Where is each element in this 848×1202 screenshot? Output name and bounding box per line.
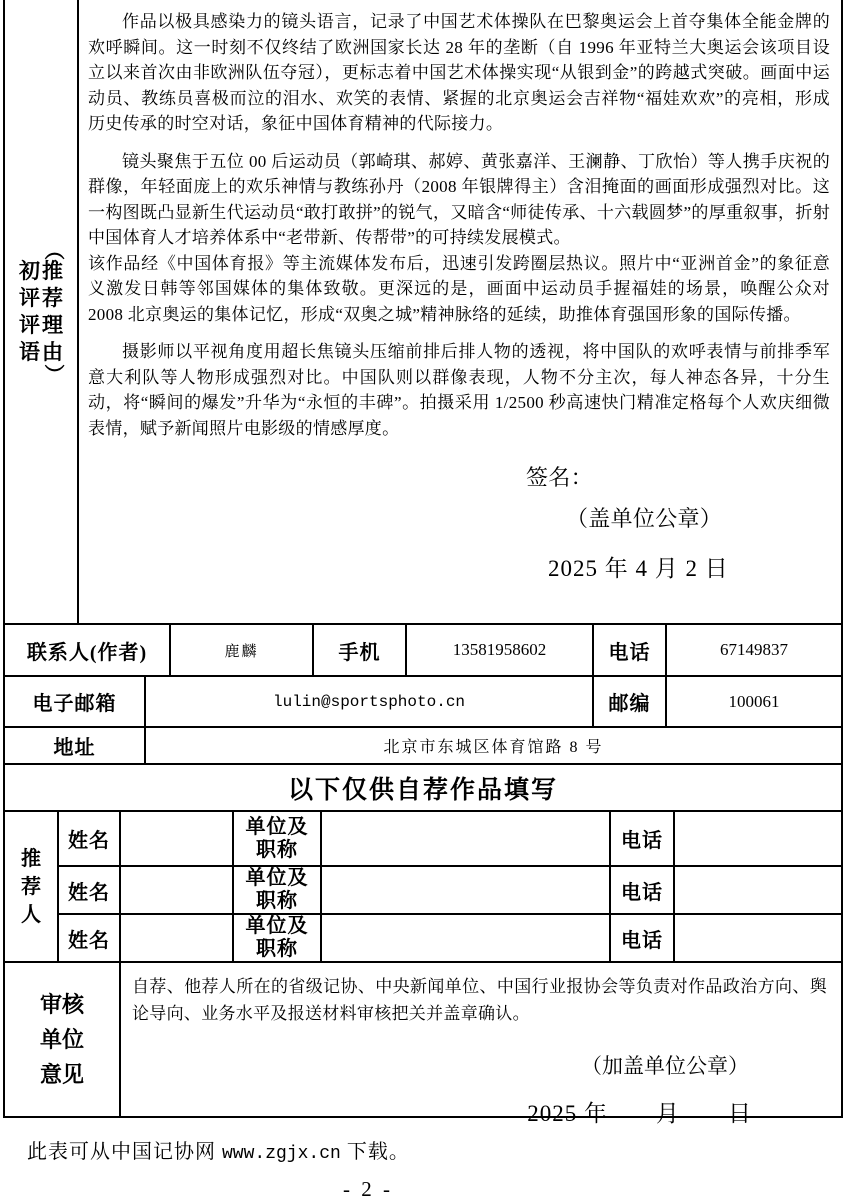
unit-title-value-blank <box>320 867 609 913</box>
referrer-phone-value-blank <box>673 915 841 961</box>
audit-date: 2025 年 月 日 <box>527 1101 752 1126</box>
zip-label: 邮编 <box>592 677 665 726</box>
signature-block <box>526 461 830 583</box>
self-recommend-header <box>5 763 841 810</box>
unit-title-label <box>232 867 320 913</box>
review-paragraph-4: 摄影师以平视角度用超长焦镜头压缩前排后排人物的透视，将中国队的欢呼表情与前排季军意大利队等人物形成强烈对比。中国队则以群像表现，人物不分主次，每人神态各异，十分生动，将“瞬间的爆发”升华为“永恒的丰碑”。拍摄采用 1/2500 秒高速快门精准定格每个人欢庆细微表情，赋予新闻照片电影级的情感厚度。 <box>88 342 830 438</box>
email-label: 电子邮箱 <box>32 693 117 715</box>
review-section-label <box>5 0 77 623</box>
audit-label <box>5 963 119 1116</box>
address-label: 地址 <box>53 737 96 759</box>
name-value-blank <box>119 915 232 961</box>
unit-title-value-blank <box>320 915 609 961</box>
review-label-line2-group <box>41 239 64 384</box>
referrer-rows <box>59 812 841 961</box>
page-number: - 2 - <box>343 1177 393 1201</box>
name-label: 姓名 <box>68 881 110 904</box>
unit-title-label-text: 单位及职称 <box>245 867 309 912</box>
referrer-phone-label: 电话 <box>609 915 673 961</box>
phone-label: 电话 <box>592 625 665 675</box>
address-value: 北京市东城区体育馆路 8 号 <box>144 728 841 763</box>
referrer-row-1 <box>59 812 841 865</box>
referrer-row-2 <box>59 865 841 913</box>
download-note-suffix: 下载。 <box>340 1141 410 1163</box>
name-value-blank <box>119 867 232 913</box>
email-value: lulin@sportsphoto.cn <box>144 677 592 726</box>
download-note-prefix: 此表可从中国记协网 <box>27 1141 222 1163</box>
mobile-value: 13581958602 <box>405 625 592 675</box>
review-label-line2: 推荐理由 <box>42 258 63 364</box>
recommendation-form <box>3 0 843 1126</box>
seal-note: （盖单位公章） <box>566 506 723 531</box>
referrer-phone-value-blank <box>673 867 841 913</box>
contact-row-email <box>5 675 841 726</box>
phone-value: 67149837 <box>665 625 841 675</box>
audit-label-text: 审核单位意见 <box>39 992 84 1087</box>
self-recommend-title: 以下仅供自荐作品填写 <box>287 776 558 804</box>
unit-title-label <box>232 812 320 865</box>
download-note <box>27 1135 848 1164</box>
referrer-phone-label: 电话 <box>609 867 673 913</box>
review-section <box>5 0 841 623</box>
author-name-value: 鹿麟 <box>169 625 312 675</box>
name-value-blank <box>119 812 232 865</box>
unit-title-label-text: 单位及职称 <box>245 915 309 960</box>
review-paragraph-2: 镜头聚焦于五位 00 后运动员（郭崎琪、郝婷、黄张嘉洋、王澜静、丁欣怡）等人携手庆祝的群像，年轻面庞上的欢乐神情与教练孙丹（2008 年银牌得主）含泪掩面的画面形成强烈对比。这一构图既凸显新生代运动员“敢打敢拼”的锐气，又暗含“师徒传承、十六载圆梦”的厚重叙事，折射中国体育人才培养体系中“老带新、传帮带”的可持续发展模式。 <box>88 151 830 247</box>
audit-text: 自荐、他荐人所在的省级记协、中央新闻单位、中国行业报协会等负责对作品政治方向、舆论导向、业务水平及报送材料审核把关并盖章确认。 <box>132 977 827 1023</box>
author-label: 联系人(作者) <box>26 641 148 664</box>
unit-title-label-text: 单位及职称 <box>245 815 309 861</box>
vertical-label <box>18 239 64 384</box>
audit-seal-note: （加盖单位公章） <box>581 1054 749 1078</box>
contact-row-address <box>5 726 841 763</box>
mobile-label: 手机 <box>312 625 405 675</box>
close-bracket: ） <box>41 363 64 384</box>
review-label-line1: 初评评语 <box>19 258 40 364</box>
review-paragraph-1: 作品以极具感染力的镜头语言，记录了中国艺术体操队在巴黎奥运会上首夺集体全能金牌的欢呼瞬间。这一时刻不仅终结了欧洲国家长达 28 年的垄断（自 1996 年亚特兰大奥运会该项目设立以来首次由非欧洲队伍夺冠），更标志着中国艺术体操实现“从银到金”的跨越式突破。画面中运动员、教练员喜极而泣的泪水、欢笑的表情、紧握的北京奥运会吉祥物“福娃欢欢”的亮相，形成历史传承的时空对话，象征中国体育精神的代际接力。 <box>88 12 830 133</box>
referrer-phone-value-blank <box>673 812 841 865</box>
referrer-phone-label: 电话 <box>609 812 673 865</box>
audit-content <box>119 963 841 1126</box>
unit-title-label <box>232 915 320 961</box>
referrer-label-text: 推荐人 <box>21 847 41 926</box>
review-paragraph-3: 该作品经《中国体育报》等主流媒体发布后，迅速引发跨圈层热议。照片中“亚洲首金”的象征意义激发日韩等邻国媒体的集体致敬。更深远的是，画面中运动员手握福娃的场景，唤醒公众对 2008 北京奥运的集体记忆，形成“双奥之城”精神脉络的延续，助推体育强国形象的国际传播。 <box>88 253 830 324</box>
name-label: 姓名 <box>68 830 110 852</box>
name-label: 姓名 <box>68 929 110 952</box>
referrer-row-3 <box>59 913 841 961</box>
download-url: www.zgjx.cn <box>222 1144 341 1164</box>
zip-value: 100061 <box>665 677 841 726</box>
review-text-area <box>77 0 841 623</box>
unit-title-value-blank <box>320 812 609 865</box>
open-bracket: （ <box>41 239 64 260</box>
referrer-label <box>5 812 59 961</box>
audit-section <box>5 961 841 1126</box>
signature-date: 2025 年 4 月 2 日 <box>548 556 729 581</box>
contact-row-author <box>5 623 841 675</box>
signature-label: 签名： <box>526 465 593 490</box>
referrer-section <box>5 810 841 961</box>
